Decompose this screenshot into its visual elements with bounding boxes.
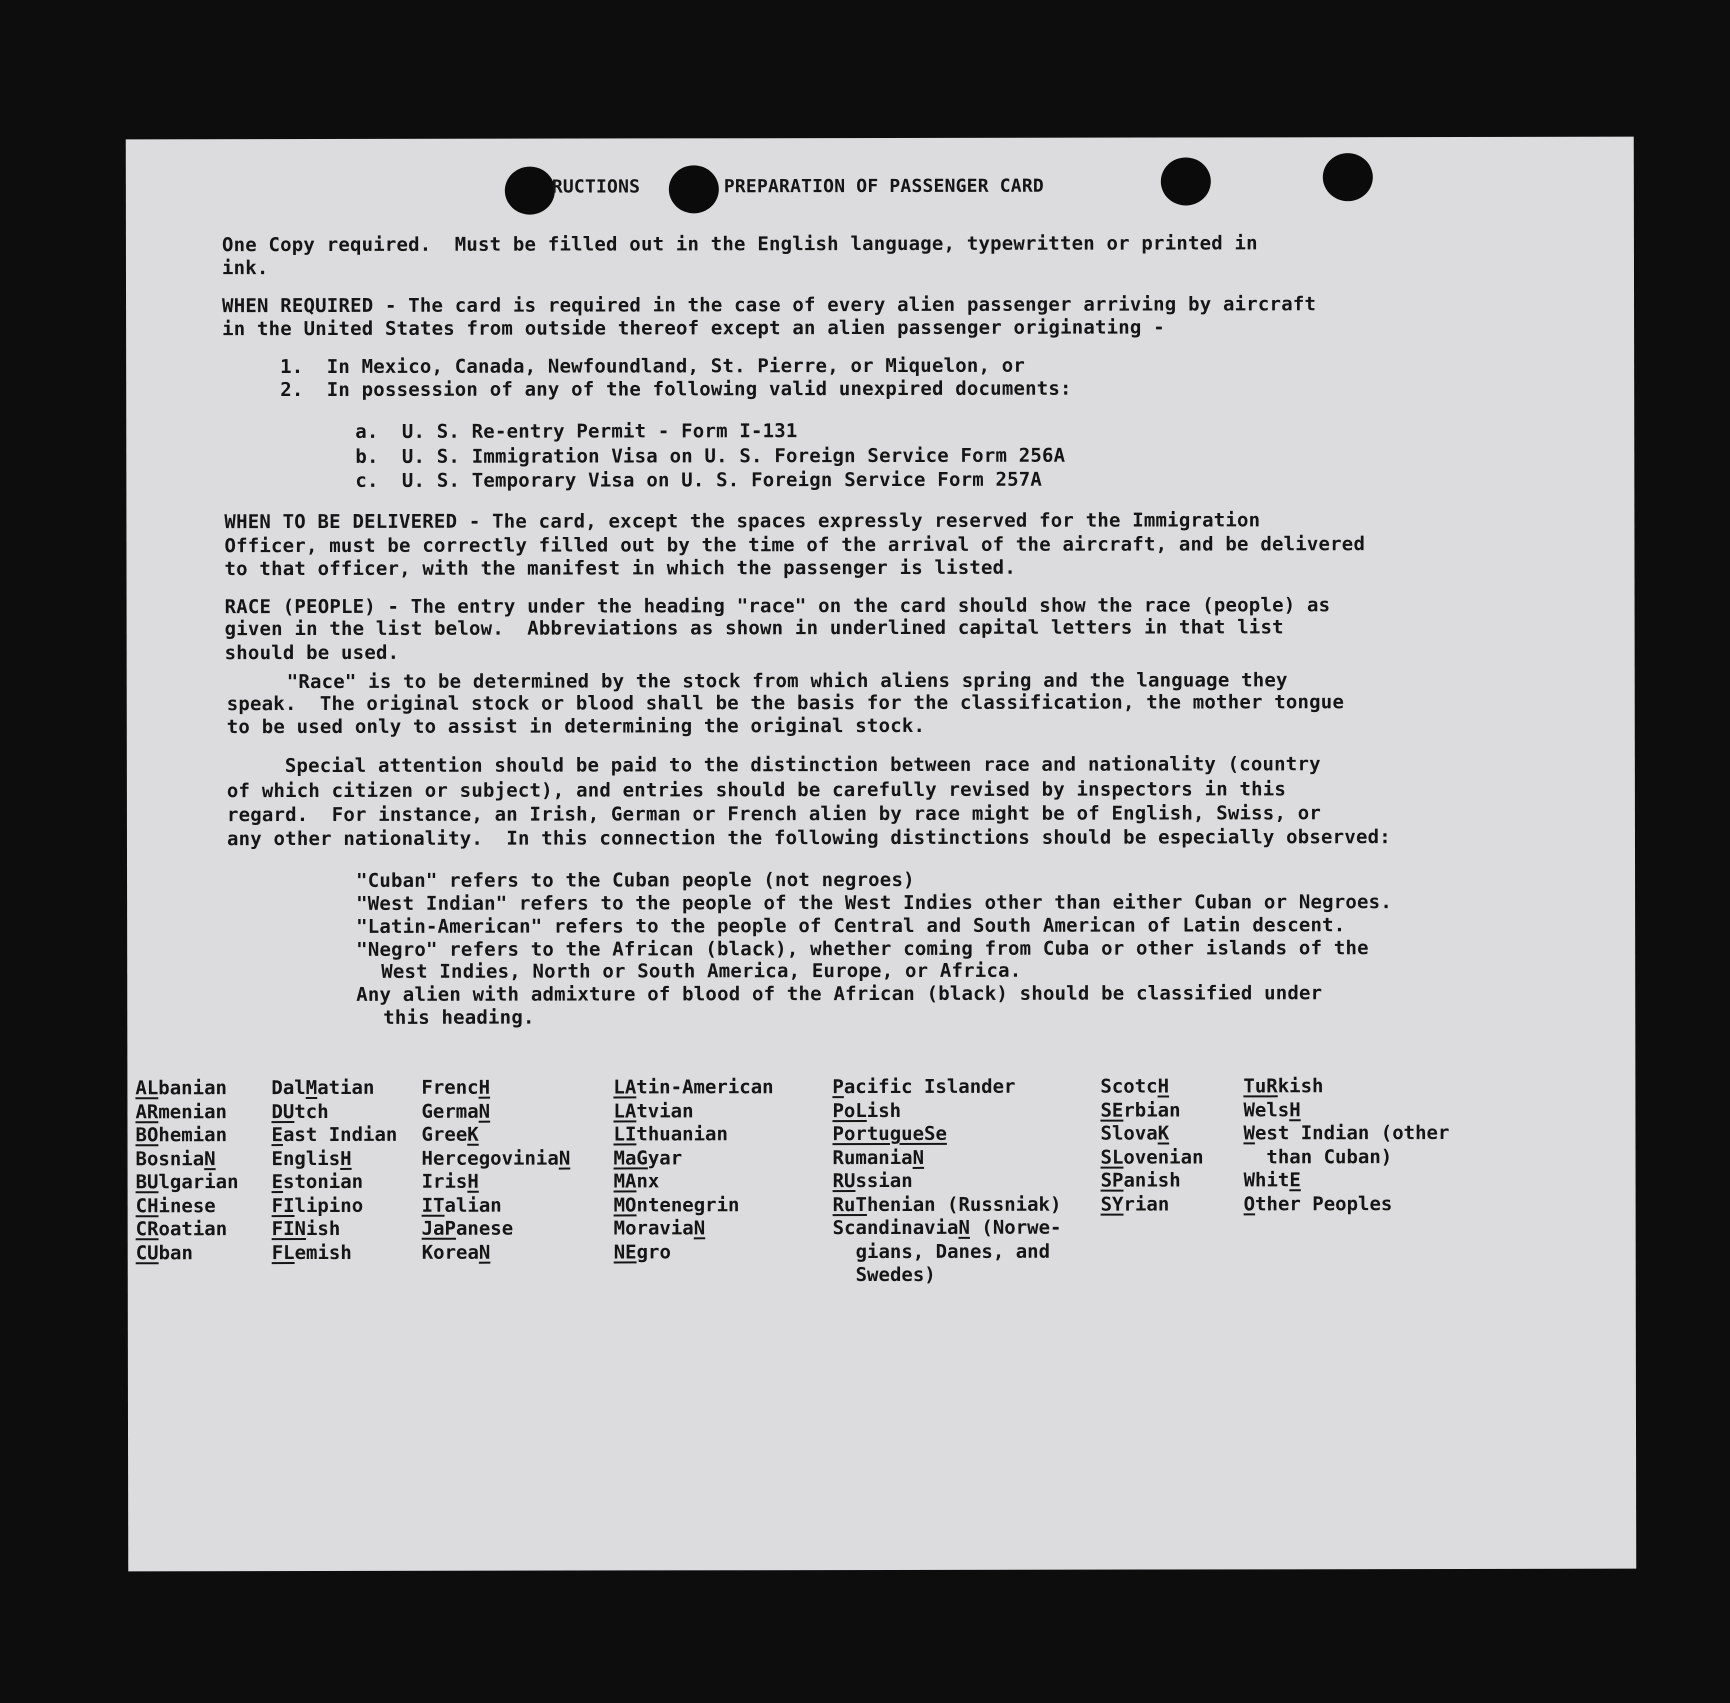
race-list-column-2 [271,1077,397,1265]
abbreviation-letters: JaP [421,1217,457,1240]
abbreviation-letters: CH [135,1194,159,1217]
race-name-text: ish [866,1099,902,1122]
abbreviation-letters: O [1243,1192,1256,1215]
race-name-text: ntenegrin [636,1193,740,1216]
punch-hole-3 [1161,157,1211,205]
race-list-item [422,1171,571,1195]
when-delivered-line-1: WHEN TO BE DELIVERED - The card, except the spaces expressly reserved for the Immigration [224,509,1261,534]
distinction-admixture-1: Any alien with admixture of blood of the African (black) should be classified under [356,982,1323,1006]
race-name-text: Germa [421,1100,479,1123]
abbreviation-letters: CR [135,1218,159,1241]
abbreviation-letters: N [693,1217,706,1240]
race-list-item [272,1147,398,1171]
race-list-item [1100,1122,1203,1146]
race-list-item [272,1194,398,1218]
race-list-item [614,1241,774,1265]
race-paragraph-3-line-2: of which citizen or subject), and entries should be carefully revised by inspectors in this [226,778,1287,803]
race-list-item [422,1194,571,1218]
race-list-item [136,1148,239,1172]
race-list-item [421,1124,570,1148]
distinction-admixture-2: this heading. [383,1006,535,1029]
race-list-item [421,1100,570,1124]
race-list-item [1244,1193,1450,1217]
race-list-item [136,1195,239,1219]
race-list-item [1101,1169,1204,1193]
race-list-item [136,1242,239,1266]
document-b: b. U. S. Immigration Visa on U. S. Foreign Service Form 256A [355,444,1066,468]
abbreviation-letters: E [271,1124,283,1147]
race-name-text: oatian [158,1218,228,1241]
race-name-text: kish [1277,1075,1324,1098]
abbreviation-letters: AR [135,1100,159,1123]
race-list-item [832,1076,1061,1100]
race-list-item [614,1194,774,1218]
abbreviation-letters: PoL [832,1099,867,1122]
race-name-text: ovenian [1123,1145,1204,1169]
title-right: PREPARATION OF PASSENGER CARD [723,175,1044,198]
punch-hole-1 [505,167,555,215]
race-name-text: Swedes) [832,1263,936,1287]
race-name-text: stonian [283,1170,364,1194]
abbreviation-letters: H [1289,1098,1301,1121]
race-list-column-5 [832,1076,1061,1288]
document-page [126,137,1636,1572]
race-name-text: alian [444,1194,502,1217]
race-name-text: yar [647,1146,683,1169]
race-list-column-3 [421,1077,570,1265]
race-name-text: Hercegovinia [421,1147,559,1170]
race-list-item [833,1217,1062,1241]
race-list-item [136,1171,239,1195]
abbreviation-letters: MA [613,1170,637,1193]
abbreviation-letters: LI [613,1123,637,1146]
race-name-text: gro [636,1240,671,1263]
race-name-text: ban [158,1241,193,1264]
race-paragraph-3-line-4: any other nationality. In this connection the following distinctions should be especially observed: [226,826,1391,851]
race-name-text: tch [294,1100,329,1123]
race-name-text: than Cuban) [1243,1145,1393,1168]
abbreviation-letters: IT [421,1194,445,1217]
race-name-text: thuanian [636,1123,728,1146]
race-list-item [422,1241,571,1265]
race-name-text: Bosnia [135,1147,205,1170]
race-list-item [272,1171,398,1195]
race-name-text: rbian [1123,1098,1181,1122]
when-delivered-line-3: to that officer, with the manifest in which the passenger is listed. [224,556,1016,581]
race-list-item [613,1100,773,1124]
race-list-column-1 [135,1077,238,1265]
race-name-text: ssian [855,1169,913,1193]
race-list-item [833,1264,1062,1288]
race-list-item [135,1124,238,1148]
race-name-text: est Indian (other [1254,1122,1450,1145]
race-list-item [1244,1146,1450,1170]
race-list-item [136,1218,239,1242]
race-list-item [135,1077,238,1101]
punch-hole-2 [669,165,719,213]
race-list-item [135,1101,238,1125]
race-list-column-7 [1243,1075,1449,1216]
abbreviation-letters: RuT [832,1193,867,1216]
abbreviation-letters: NE [613,1240,637,1263]
race-list-item [1101,1193,1204,1217]
race-name-text: Iris [421,1170,468,1193]
abbreviation-letters: RU [832,1170,856,1193]
race-list-item [614,1147,774,1171]
race-paragraph-2-line-3: to be used only to assist in determining the original stock. [226,714,926,739]
when-required-line-2: in the United States from outside thereof except an alien passenger originating - [222,316,1165,341]
race-name-text: Englis [271,1147,341,1170]
abbreviation-letters: H [478,1076,491,1099]
race-list-item [1243,1075,1449,1099]
abbreviation-letters: MO [613,1193,637,1216]
race-line-1: RACE (PEOPLE) - The entry under the heading "race" on the card should show the race (people) as [224,594,1331,619]
race-name-text: anese [455,1217,514,1240]
race-name-text: atian [317,1076,375,1099]
race-paragraph-2-line-2: speak. The original stock or blood shall be the basis for the classification, the mother tongue [226,691,1345,716]
abbreviation-letters: E [271,1171,284,1194]
abbreviation-letters: FI [271,1194,295,1217]
intro-line-1: One Copy required. Must be filled out in the English language, typewritten or printed in [221,232,1258,257]
abbreviation-letters: TuR [1243,1075,1278,1098]
race-list-item [1244,1169,1450,1193]
race-name-text: Frenc [421,1076,479,1099]
abbreviation-letters: MaG [613,1146,648,1169]
race-name-text: rian [1123,1192,1170,1216]
race-name-text: tin-American [636,1076,774,1099]
race-list-item [1100,1099,1203,1123]
race-list-item [1243,1122,1449,1146]
abbreviation-letters: N [478,1241,491,1264]
abbreviation-letters: N [204,1147,216,1170]
document-c: c. U. S. Temporary Visa on U. S. Foreign Service Form 257A [355,468,1043,492]
abbreviation-letters: H [1157,1075,1170,1098]
distinction-west-indian: "West Indian" refers to the people of the West Indies other than either Cuban or Negroes. [356,891,1392,915]
abbreviation-letters: PortugueSe [832,1122,947,1146]
abbreviation-letters: N [558,1147,571,1170]
abbreviation-letters: CU [135,1241,159,1264]
race-list-item [1243,1099,1449,1123]
abbreviation-letters: K [467,1123,479,1146]
race-name-text: Whit [1243,1169,1290,1192]
race-name-text: lipino [294,1194,364,1217]
abbreviation-letters: LA [613,1076,637,1099]
race-list-item [272,1218,398,1242]
race-name-text: Moravia [613,1217,694,1240]
race-list-column-6 [1100,1075,1203,1216]
distinction-negro-2: West Indies, North or South America, Europe, or Africa. [381,959,1022,983]
race-name-text: hemian [158,1124,228,1147]
abbreviation-letters: K [1157,1122,1170,1145]
abbreviation-letters: BO [135,1124,159,1147]
race-name-text: tvian [636,1099,694,1122]
race-list-column-4 [613,1076,773,1264]
race-name-text: acific Islander [843,1075,1016,1099]
race-name-text: Slova [1100,1122,1158,1145]
race-list-item [833,1193,1062,1217]
abbreviation-letters: SL [1100,1146,1124,1169]
abbreviation-letters: H [467,1170,479,1193]
abbreviation-letters: BU [135,1171,159,1194]
abbreviation-letters: LA [613,1099,637,1122]
race-paragraph-2-line-1: "Race" is to be determined by the stock from which aliens spring and the language they [286,669,1288,694]
abbreviation-letters: M [305,1076,318,1100]
race-name-text: lgarian [158,1171,239,1194]
abbreviation-letters: SE [1100,1099,1124,1122]
race-list-item [832,1099,1061,1123]
race-name-text: banian [158,1077,227,1100]
abbreviation-letters: N [478,1100,491,1123]
race-paragraph-3-line-3: regard. For instance, an Irish, German or French alien by race might be of English, Swiss, or [226,802,1322,827]
document-a: a. U. S. Re-entry Permit - Form I-131 [355,420,798,443]
race-paragraph-3-line-1: Special attention should be paid to the distinction between race and nationality (country [284,753,1321,778]
race-name-text: (Norwe- [969,1216,1062,1239]
race-list-item [272,1241,398,1265]
abbreviation-letters: H [340,1147,352,1170]
exception-item-1: 1. In Mexico, Canada, Newfoundland, St. Pierre, or Miquelon, or [280,354,1026,379]
distinction-negro-1: "Negro" refers to the African (black), whether coming from Cuba or other islands of the [356,937,1369,961]
race-name-text: Dal [271,1077,306,1100]
intro-line-2: ink. [221,257,269,280]
race-name-text: inese [158,1194,216,1217]
when-delivered-line-2: Officer, must be correctly filled out by the time of the arrival of the aircraft, and be delivered [224,533,1366,558]
abbreviation-letters: DU [271,1100,295,1123]
race-name-text: Rumania [832,1146,913,1169]
race-list-item [833,1240,1062,1264]
abbreviation-letters: SY [1100,1193,1124,1216]
abbreviation-letters: W [1243,1122,1255,1145]
race-name-text: ther Peoples [1255,1192,1393,1215]
race-name-text: Gree [421,1123,468,1146]
race-list-item [614,1217,774,1241]
abbreviation-letters: N [912,1146,925,1169]
exception-item-2: 2. In possession of any of the following valid unexpired documents: [280,377,1072,402]
race-name-text: ast Indian [282,1123,398,1147]
race-list-item [271,1100,397,1124]
distinction-cuban: "Cuban" refers to the Cuban people (not negroes) [356,868,915,892]
race-list-item [614,1170,774,1194]
abbreviation-letters: P [832,1076,844,1099]
title-left: RUCTIONS [551,176,641,198]
race-list-item [613,1076,773,1100]
race-line-3: should be used. [224,641,400,665]
abbreviation-letters: SP [1100,1169,1124,1192]
abbreviation-letters: N [958,1216,970,1239]
race-name-text: ish [305,1217,341,1241]
race-list-item [422,1218,571,1242]
race-line-2: given in the list below. Abbreviations as shown in underlined capital letters in that list [224,616,1284,641]
race-list-item [421,1077,570,1101]
race-name-text: henian (Russniak) [866,1193,1062,1216]
race-list-item [271,1077,397,1101]
abbreviation-letters: AL [135,1077,159,1100]
punch-hole-4 [1323,153,1373,201]
abbreviation-letters: E [1289,1169,1301,1192]
distinction-latin-american: "Latin-American" refers to the people of Central and South American of Latin descent. [356,914,1346,938]
race-list-item [833,1146,1062,1170]
race-list-item [832,1123,1061,1147]
race-list-item [1101,1146,1204,1170]
race-name-text: emish [294,1241,352,1264]
race-list-item [1100,1075,1203,1099]
race-list-item [833,1170,1062,1194]
race-name-text: Wels [1243,1098,1290,1121]
race-name-text: Scotc [1100,1075,1158,1098]
abbreviation-letters: FIN [271,1218,307,1241]
race-list-item [271,1124,397,1148]
race-name-text: gians, Danes, and [832,1240,1051,1263]
race-name-text: anish [1123,1169,1181,1192]
race-list-item [613,1123,773,1147]
race-name-text: menian [158,1100,227,1123]
race-list-item [422,1147,571,1171]
race-name-text: Scandinavia [832,1216,959,1240]
race-name-text: Korea [421,1241,479,1264]
race-name-text: nx [636,1170,660,1193]
when-required-line-1: WHEN REQUIRED - The card is required in the case of every alien passenger arriving by aircraft [222,293,1317,318]
abbreviation-letters: FL [271,1241,295,1264]
